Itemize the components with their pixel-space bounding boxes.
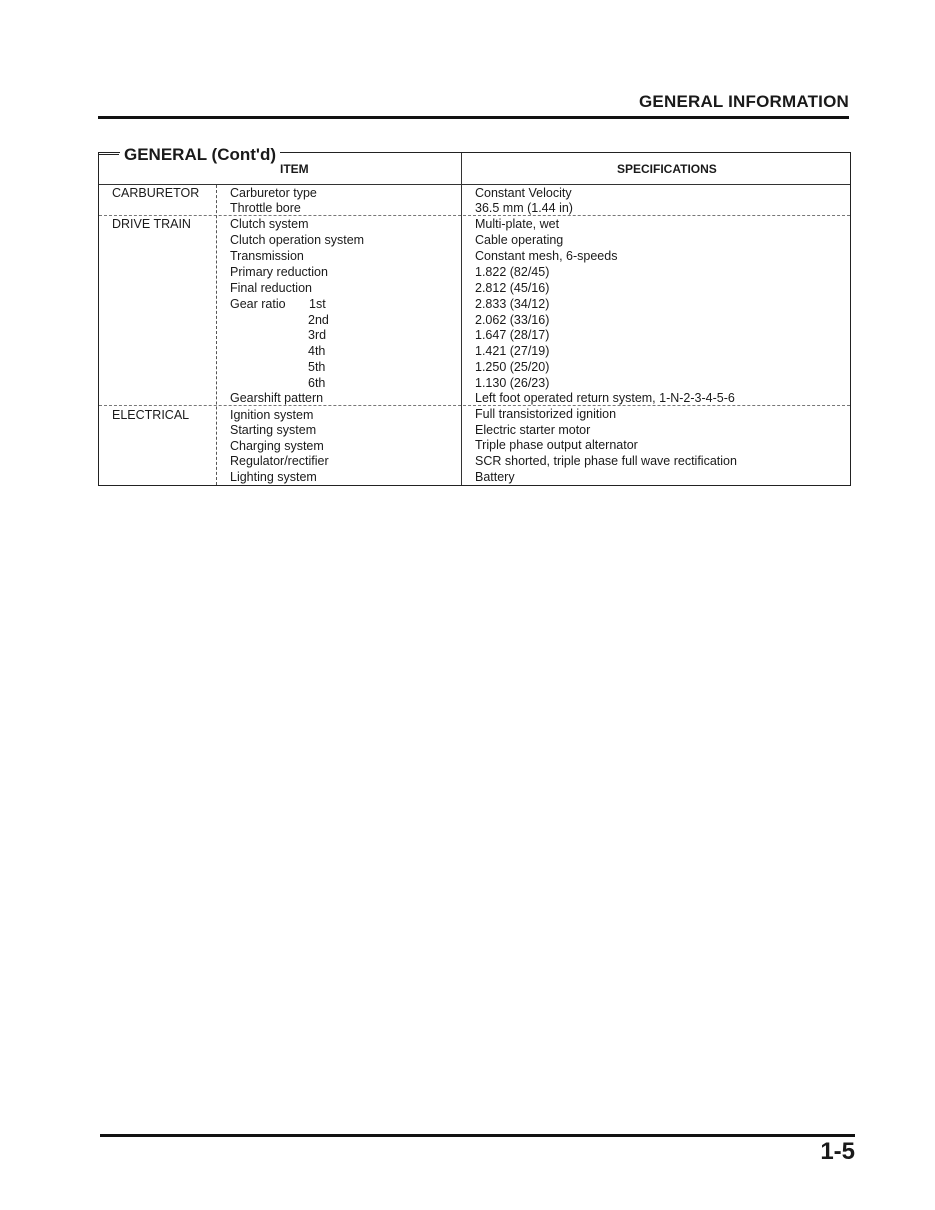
category-label: ELECTRICAL	[112, 408, 190, 422]
section-title: GENERAL (Cont'd)	[120, 145, 280, 165]
item-cell: Clutch operation system	[230, 233, 365, 247]
gear-sub-cell: 3rd	[308, 328, 327, 342]
item-cell: Starting system	[230, 423, 317, 437]
item-cell: Gear ratio	[230, 297, 286, 311]
item-cell: Charging system	[230, 439, 324, 453]
spec-cell: 1.421 (27/19)	[475, 344, 550, 358]
column-header-item: ITEM	[280, 162, 309, 176]
item-cell: Clutch system	[230, 217, 309, 231]
spec-cell: 36.5 mm (1.44 in)	[475, 201, 573, 215]
spec-cell: SCR shorted, triple phase full wave rectification	[475, 454, 737, 468]
footer-rule	[100, 1134, 855, 1137]
spec-cell: 2.833 (34/12)	[475, 297, 550, 311]
spec-cell: 2.062 (33/16)	[475, 313, 550, 327]
spec-cell: Constant mesh, 6-speeds	[475, 249, 618, 263]
spec-cell: Full transistorized ignition	[475, 407, 617, 421]
section-title-tick	[99, 154, 119, 155]
column-divider	[461, 153, 462, 485]
category-label: CARBURETOR	[112, 186, 200, 200]
gear-sub-cell: 2nd	[308, 313, 329, 327]
spec-cell: 1.822 (82/45)	[475, 265, 550, 279]
gear-sub-cell: 1st	[309, 297, 326, 311]
header-rule	[98, 116, 849, 119]
spec-cell: Triple phase output alternator	[475, 438, 638, 452]
spec-table	[98, 152, 851, 486]
page-header-title: GENERAL INFORMATION	[639, 92, 849, 111]
spec-cell: Battery	[475, 470, 515, 484]
spec-cell: 1.250 (25/20)	[475, 360, 550, 374]
gear-sub-cell: 6th	[308, 376, 326, 390]
spec-cell: 1.647 (28/17)	[475, 328, 550, 342]
spec-cell: 2.812 (45/16)	[475, 281, 550, 295]
item-cell: Lighting system	[230, 470, 317, 484]
item-cell: Gearshift pattern	[230, 391, 324, 405]
gear-sub-cell: 5th	[308, 360, 326, 374]
item-cell: Transmission	[230, 249, 304, 263]
spec-cell: 1.130 (26/23)	[475, 376, 550, 390]
header-row-rule	[99, 184, 850, 185]
spec-cell: Multi-plate, wet	[475, 217, 560, 231]
item-cell: Ignition system	[230, 408, 314, 422]
spec-cell: Cable operating	[475, 233, 564, 247]
category-divider	[216, 185, 217, 485]
page-number: 1-5	[820, 1138, 855, 1165]
spec-cell: Electric starter motor	[475, 423, 591, 437]
item-cell: Carburetor type	[230, 186, 317, 200]
item-cell: Primary reduction	[230, 265, 328, 279]
item-cell: Regulator/rectifier	[230, 454, 329, 468]
item-cell: Throttle bore	[230, 201, 301, 215]
gear-sub-cell: 4th	[308, 344, 326, 358]
column-header-specifications: SPECIFICATIONS	[617, 162, 717, 176]
category-label: DRIVE TRAIN	[112, 217, 191, 231]
item-cell: Final reduction	[230, 281, 312, 295]
spec-cell: Constant Velocity	[475, 186, 572, 200]
spec-cell: Left foot operated return system, 1-N-2-3-4-5-6	[475, 391, 735, 405]
